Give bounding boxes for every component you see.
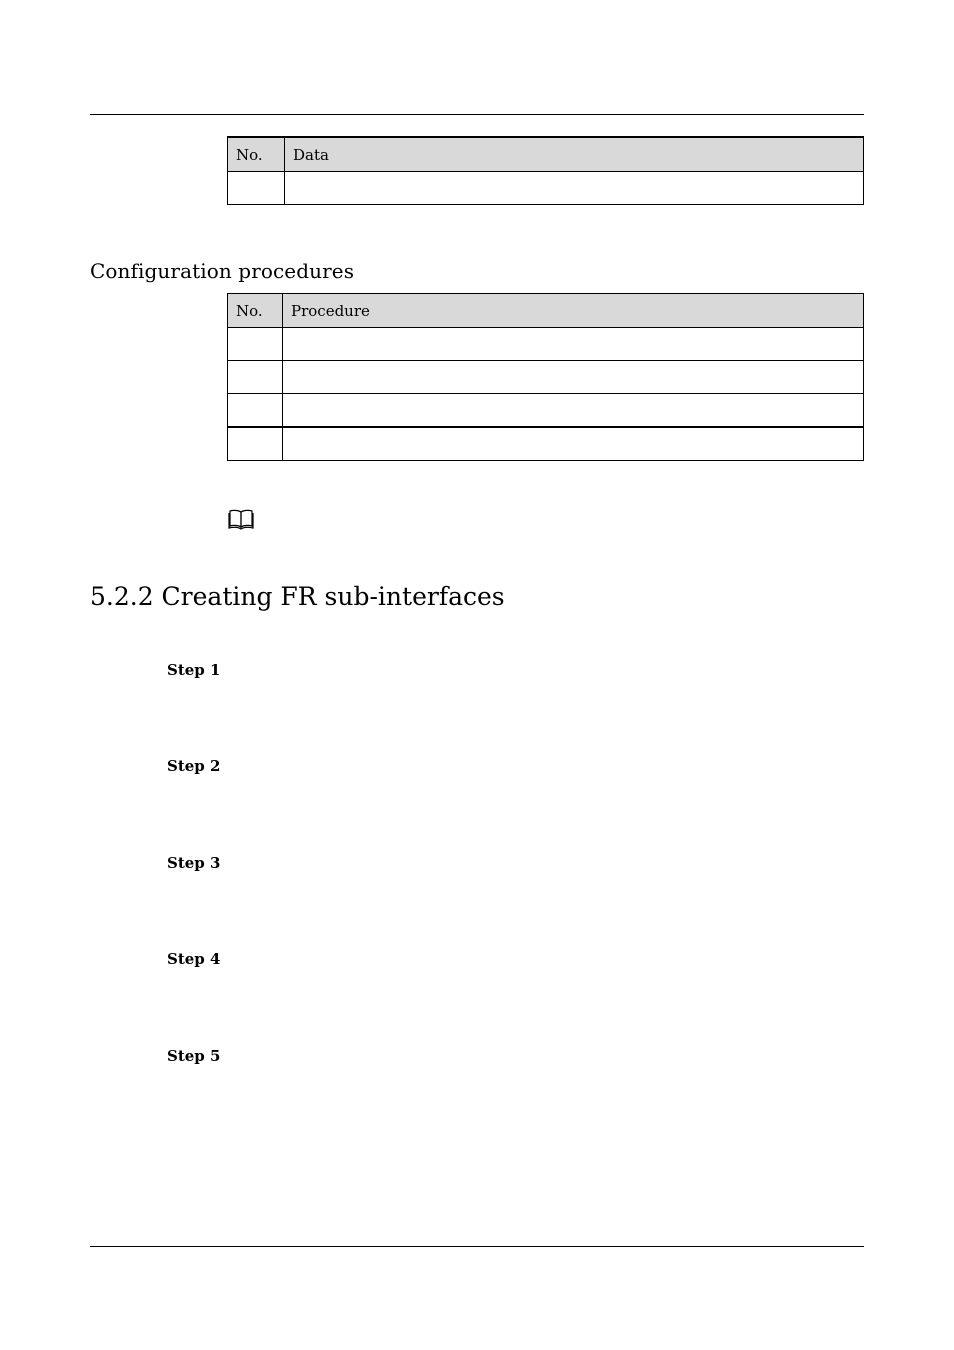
step-label: Step 5 bbox=[167, 1047, 221, 1065]
table-header-row bbox=[228, 137, 864, 172]
column-header-procedure: Procedure bbox=[283, 294, 864, 328]
data-table bbox=[227, 136, 864, 205]
table-header-row bbox=[228, 294, 864, 328]
footer-rule bbox=[90, 1246, 864, 1247]
step-label: Step 2 bbox=[167, 757, 221, 775]
table-cell bbox=[228, 172, 285, 205]
table-row bbox=[228, 394, 864, 428]
column-header-no: No. bbox=[228, 137, 285, 172]
table-cell bbox=[283, 328, 864, 361]
table-row bbox=[228, 361, 864, 394]
step-label: Step 3 bbox=[167, 854, 221, 872]
procedure-table bbox=[227, 293, 864, 461]
column-header-no: No. bbox=[228, 294, 283, 328]
table-cell bbox=[228, 394, 283, 428]
table-cell bbox=[283, 361, 864, 394]
table-cell bbox=[228, 328, 283, 361]
section-heading: Configuration procedures bbox=[90, 259, 355, 283]
table-row bbox=[228, 328, 864, 361]
section-title: 5.2.2 Creating FR sub-interfaces bbox=[90, 582, 505, 611]
table-cell bbox=[228, 361, 283, 394]
step-label: Step 1 bbox=[167, 661, 221, 679]
book-icon bbox=[228, 508, 254, 530]
column-header-data: Data bbox=[285, 137, 864, 172]
header-rule bbox=[90, 114, 864, 115]
table-cell bbox=[228, 427, 283, 461]
table-cell bbox=[283, 394, 864, 428]
table-cell bbox=[285, 172, 864, 205]
table-row bbox=[228, 172, 864, 205]
step-label: Step 4 bbox=[167, 950, 221, 968]
table-cell bbox=[283, 427, 864, 461]
table-row bbox=[228, 427, 864, 461]
